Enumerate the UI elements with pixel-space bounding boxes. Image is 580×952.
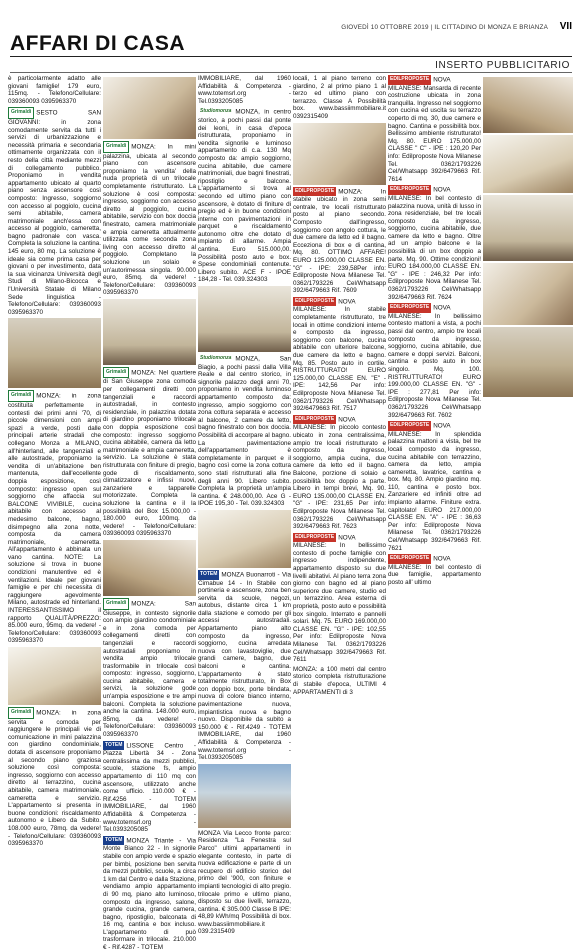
listing-text: Grimaldi MONZA: In mini palazzina, ubicata al secondo piano con ascensore proponiamo la vendita' della nuda proprietà di un trilocale completamente ristrutturato. La soluzione è così composta: ingresso, soggiorno con accesso diretto al poggiolo, cucina abitabile, servizio con box doccia finestrato, camera matrimoniale e ampia cameretta attualmente utilizzata come seconda zona living con accesso diretto al poggiolo. Completano la soluzione un solaio e un'autorimessa singola. 90.000 euro, 85mq. da vedere! - Telefono/Cellulare: 039360093 0395963370 — [103, 143, 196, 297]
listing-text: MONZA Via Lecco fronte parco: Residenza "La Fenestra sul Parco" ultimi appartamenti in elegante contesto, in parte di nuova edificazione e parte di un recupero di edificio storico del primo del '900, con finiture e impianti tecnologici di alto pregio. trilocale primo e ultimo piano, disposto su due livelli, terrazzo, cantina. € 305.000 Classe B IPE: 48,89 kWh/mq Possibilità di box. www.bassiimmobiliare.it 039.2315409 — [198, 829, 291, 936]
listing-photo — [293, 123, 386, 185]
listing-text: Grimaldi MONZA: in zona servita e comoda per raggiungere le principali vie di comunicazione in mini palazzina con giardino condominiale, dotata di ascensore proponiamo al secondo piano graziosa soluzione così composta: ingresso, soggiorno con accesso diretto al terrazzino, cucina abitabile, camera matrimoniale, cameretta e servizio. L'appartamento si presenta in buone condizioni: riscaldamento autonomo e Libero da Subito. 108.000 euro, 78mq. da vedere! - Telefono/Cellulare: 039360093 0395963370 — [8, 709, 101, 848]
listing-photo — [103, 77, 196, 139]
column-6 — [483, 75, 573, 820]
listing-text: TOTEM MONZA Buonarroti - Via Cimabue 14 - In Stabile con portineria e ascensore, zona ben servita da scuole, negozi, autobus, distante circa 1 km dalla stazione e comodo per gli accessi autostradali. Appartamento piano alto composto da ingresso, soggiorno, cucina arredata nuova con lavastoviglie, due grandi camere, bagno, due balconi e cantina. L'appartamento è stato totalmente ristrutturato, in Box con doppio box, porte blindata, nuova di colore bianco interno, pavimentazione nuova, impiantistica nuova e bagno nuovo. Disponibile da subito a 150.000 € - Rif.4249 - TOTEM IMMOBILIARE, dal 1960 Affidabilità & Competenza - www.totemsrl.org - Tel.0393205085 — [198, 570, 291, 762]
listing-photo — [103, 540, 196, 596]
section-rule — [10, 72, 572, 73]
listing-text: EDILPROPOSTE MONZA: In stabile ubicato in zona semi centrale, tre locali ristrutturato posto al piano secondo. Composto dall'ingresso, soggiorno con angolo cottura, le due camere da letto ed il bagno. Ecceziona di box e di cantina, Mq. 80. OTTIMO AFFARE! EURO 125.000,00 CLASSE EN. "G" - IPE: 239,58Per info: Edilproposte Nova Milanese Tel. 0362/1793226 Cel/Whatsapp 392/6479663 Rif. 7609 — [293, 187, 386, 295]
totem-logo: TOTEM — [103, 741, 124, 751]
listing-text: Studiomonza MONZA, San Biagio, a pochi passi dalla Villa Reale e dal centro storico, in signorile palazzo degli anni 70, proponiamo in vendita luminoso appartamento composto da: ingresso, ampio soggiorno con zona cottura separata e accesso al balcone, 2 camere da letto, bagno finestrato con box doccia. Possibilità di accorpare al bagno. La pavimentazione dell'appartamento è completamente in parquet e il bagno così come la zona cottura sono stati ristrutturati alla fine degli anni 90. Libero subito. Completa la proprietà un'ampia cantina. € 248.000,00. Ace G - IPOE 195,30 - Tel. 039.324303 — [198, 355, 291, 508]
listings-grid — [8, 75, 574, 952]
listing-text: Grimaldi MONZA: Nel quartiere di San Giuseppe zona comoda per collegamenti diretti con tangenziali e raccordi autostradali, in contesto residenziale, in palazzina dotata di giardino proponiamo trilocale con doppia esposizione così composto: ingresso soggiorno cucina abitabile, camera da letto matrimoniale e ampia cameretta, servizio. La soluzione è stata ristrutturata con finiture di pregio, gode di riscaldamento, climatizzatore e infissi nuovi, zanzariere e tapparelle motorizzate. Completa la soluzione la cantina e il la possibilità del Box 15.000,00 - 180.000 euro, 100mq. da vedere! - Telefono/Cellulare: 039360093 0395963370 — [103, 368, 196, 538]
grimaldi-logo: Grimaldi — [8, 390, 34, 402]
column-1 — [8, 75, 101, 848]
listing-photo — [8, 318, 101, 388]
listing-text: MONZA: a 100 metri dal centro storico completa ristrutturazione di stabile d'epoca, ULTIMI 4 APPARTAMENTI di 3 — [293, 665, 386, 696]
listing-photo — [8, 647, 101, 705]
section-label: INSERTO PUBBLICITARIO — [435, 60, 570, 71]
column-3 — [198, 75, 291, 936]
listing-text: EDILPROPOSTE NOVA MILANESE: In bel contesto di palazzina nuova, unità di lusso in zona residenziale, bel tre locali composto da ingresso, soggiorno, cucina abitabile, due camere da letto e bagno. Oltre ad un ampio balcone e la possibilità di un box doppio a parte. Mq. 90. Ottime condizioni! EURO 184.000,00 CLASSE EN. "G" - IPE : 246,32 Per info: Edilproposte Nova Milanese Tel. 0362/1793226 Cel/Whatsapp 392/6479663 Rif. 7624 — [388, 186, 481, 301]
listing-text: EDILPROPOSTE NOVA MILANESE: In piccolo contesto ubicato in zona centralissima, ampio tre locali ristrutturato e composto da ingresso, soggiorno, ampia cucina, due camere da letto ed il bagno. Balcone, porzione di solaio e possibilità box doppio a parte. Libero in tempi brevi, Mq. 90. EURO 135.000,00 CLASSE EN. "G" - IPE: 231,65 Per info: Edilproposte Nova Milanese Tel. 0362/1793226 Cel/Whatsapp 392/6479663 Rif. 7623 — [293, 415, 386, 531]
listing-photo — [198, 764, 291, 828]
listing-text: EDILPROPOSTE NOVA MILANESE: In splendida palazzina mattoni a vista, bel tre locali composto da ingresso, cucina abitabile con terrazzino, camera da letto, ampia cameretta, lavatrice, cantina e box. Mq. 80. Ampio giardino mq. 110, cantina e posto box. Zanzariere ed infiniti oltre ad impianto allarme. Finiture extra. capitolato! EURO 217.000,00 CLASSE EN. "A" - IPE : 36,63 Per info: Edilproposte Nova Milanese Tel. 0362/1793226 Cel/Whatsapp 392/6479663 Rif. 7621 — [388, 422, 481, 552]
edilproposte-logo: EDILPROPOSTE — [293, 187, 336, 197]
listing-text: TOTEM MONZA Triante - Via Monte Bianco 22 - In signorile stabile con ampio verde e spazio per bimbi, posizione ben servita da mezzi pubblici, scuole, a circa 1 km dal Centro e dalla Stazione, vendiamo ampio appartamento di 90 mq, piano alto luminoso, composto da ingresso, salone, grande cucina, grande camera, bagno, ripostiglio, balconata di 16 mq, cantina e box incluso. L'appartamento di può trasformare in trilocale. 210.000 € - Rif.4287 - TOTEM — [103, 836, 196, 952]
grimaldi-logo: Grimaldi — [103, 141, 129, 153]
listing-text: TOTEM LISSONE Centro - Piazza Libertà 34 - Zona centralissima da mezzi pubblici, scuole, stazione fs, ampio appartamento di 110 mq con ascensore, utilizzato anche come ufficio. 110.000 € - Rif.4256 - TOTEM IMMOBILIARE, dal 1960 Affidabilità & Competenza - www.totemsrl.org - Tel.0393205085 — [103, 741, 196, 834]
listing-photo — [483, 77, 573, 133]
edilproposte-logo: EDILPROPOSTE — [388, 303, 431, 313]
edilproposte-logo: EDILPROPOSTE — [388, 75, 431, 85]
listing-text: EDILPROPOSTE NOVA MILANESE: In bel contesto di due famiglie, appartamento posto all' ultimo — [388, 555, 481, 586]
listing-text: EDILPROPOSTE NOVA MILANESE: In bellissimo contesto mattoni a vista, a pochi passi dal centro, ampio tre locali composto da ingresso, soggiorno, cucina abitabile, due camere e doppi servizi. Balconi, cantina e posto auto in box singolo. Mq. 100. RISTRUTTURATO! EURO 199.000,00 CLASSE EN. "G" - IPE : 277,81 Per info: Edilproposte Nova Milanese Tel. 0362/1793226 Cel/Whatsapp 392/6479663 Rif. 7602 — [388, 304, 481, 419]
totem-logo: TOTEM — [103, 836, 124, 846]
edilproposte-logo: EDILPROPOSTE — [293, 533, 336, 543]
grimaldi-logo: Grimaldi — [8, 107, 34, 119]
page-header — [0, 0, 580, 71]
edilproposte-logo: EDILPROPOSTE — [388, 185, 431, 195]
totem-logo: TOTEM — [198, 570, 219, 580]
listing-text: Grimaldi MONZA: San Giuseppe, in contesto signorile con ampio giardino condominiale e in zona comoda per collegamenti diretti con tangenziali e raccordi autostradali proponiamo in vendita ampio trilocale trasformabile in trilocale così composto: ingresso, soggiorno, cucina abitabile, camera e servizi, la soluzione gode un'ampia esposizione e tre ampi balconi. Completa la soluzione anche la cantina. 148.000 euro, 85mq. da vedere! - Telefono/Cellulare: 039360093 0395963370 — [103, 599, 196, 739]
studiomonza-logo: Studiomonza — [200, 108, 232, 115]
grimaldi-logo: Grimaldi — [103, 598, 129, 610]
edilproposte-logo: EDILPROPOSTE — [388, 421, 431, 431]
column-4 — [293, 75, 386, 820]
column-2 — [103, 75, 196, 952]
listing-photo — [483, 327, 573, 397]
listing-text: EDILPROPOSTE NOVA MILANESE: In stabile completamente ristrutturato, tre locali in ottime condizioni interne e composto da ingresso, soggiorno con balcone, cucina abitabile con ulteriore balcone, due camere da letto e bagno. Mq. 85. Posto auto in cortile. RISTRUTTURATO! EURO 125.000,00 CLASSE EN. "E" - IPE: 142,56 Per info: Edilproposte Nova Milanese Tel. 0362/1793226 Cel/Whatsapp 392/6479663 Rif. 7517 — [293, 297, 386, 413]
page-title: AFFARI DI CASA — [10, 32, 185, 55]
edilproposte-logo: EDILPROPOSTE — [293, 415, 336, 425]
listing-text: Studiomonza MONZA, in centro storico, a pochi passi dal ponte dei leoni, in casa d'epoca ristrutturata, proponiamo in vendita signorile e luminoso appartamento di c.a. 130 Mq composto da: ampio soggiorno, cucina abitabile, due camere matrimoniali, due bagni finestrati, ripostiglio e balcone. L'appartamento si trova al secondo ed ultimo piano con ascensore, è dotato di finiture di pregio ed è in buone condizioni interne con pavimentazioni in parquet e riscaldamento autonomo oltre che dotato di impianto di allarme. Ampia cantina. Euro 515.000,00. Possibilità posto auto e box. Spese condominiali contenute. Libero subito. ACE F - IPOE 184,28 - Tel. 039.324303 — [198, 108, 291, 284]
listing-text: EDILPROPOSTE NOVA MILANESE: Mansarda di recente costruzione ubicata in zona tranquilla. Ingresso nel soggiorno con cucina ed uscita su terrazzo coperto di mq. 30, due camere e bagno. Cantina e possibilità box. Bellissimo ambiente ristrutturato! Mq. 80. EURO 175.000,00 CLASSE " C" - IPE : 120,20 Per info: Edilproposte Nova Milanese Tel. 0362/1793226 Cel/Whatsapp 392/6479663 Rif. 7614 — [388, 76, 481, 183]
listing-photo — [483, 195, 573, 261]
listing-photo — [198, 286, 291, 352]
studiomonza-logo: Studiomonza — [200, 355, 232, 362]
dateline: GIOVEDÌ 10 OTTOBRE 2019 | IL CITTADINO DI MONZA E BRIANZA — [341, 24, 548, 31]
grimaldi-logo: Grimaldi — [103, 367, 129, 379]
listing-text: Grimaldi MONZA: in zona costituita perfettamente in contesti dei primi anni '70, di piccole dimensioni con ampi spazi a verde, posti dalle principali arterie stradali che collegano Monza a MILANO, all'hinterland, alle tangenziali e alle autostrade, proponiamo la vendita di un'abitazione ben mantenuta, dall'eccellente doppia esposizione, così composto: ingresso open sul soggiorno che affaccia sul BALCONE VIVIBILE, cucina abitabile con accesso al medesimo balcone, bagno, disimpegno alla zona notte, composta da camera matrimoniale, cameretta. All'appartamento è abbinata un vano cantina. NOTE: La soluzione si trova in buone condizioni manutentive ed è ventilazioni. Ideale per giovani famiglie e per chi necessita di raggiungere agevolmente Milano, autostrade ed hinterland. INTERESSANTISSIMO il rapporto QUALITÀ/PREZZO: 85.000 euro, 95mq. da vedere! - Telefono/Cellulare: 039360093 0395963370 — [8, 392, 101, 645]
listing-text: è particolarmente adatto alle giovani famiglie! 179 euro, 115mq. - Telefono/Cellulare: 039360093 0395963370 — [8, 75, 101, 105]
listing-photo — [103, 299, 196, 365]
listing-text: IMMOBILIARE, dal 1960 Affidabilità & Competenza - www.totemsrl.org - Tel.0393205085 — [198, 75, 291, 105]
edilproposte-logo: EDILPROPOSTE — [388, 554, 431, 564]
header-rule — [10, 56, 572, 57]
listing-text: locali, 1 al piano terreno con giardino, 2 al primo piano 1 al terzo ed ultimo piano con terrazzo. Classe A Possibilità box. www.bassiimmobiliare.it 0392315409 — [293, 75, 386, 120]
listing-photo — [483, 263, 573, 325]
column-5 — [388, 75, 481, 820]
listing-photo — [198, 510, 291, 568]
listing-photo — [483, 135, 573, 193]
listing-text: Grimaldi SESTO SAN GIOVANNI: in zona comodamente servita da tutti i servizi di urbanizzazione e necessità primaria e secondaria ottimamente organizzata con il resto della città mediante mezzi di collegamento pubblico. Proponiamo in vendita appartamento ubicato al quarto piano senza ascensore così composto: Ingresso, soggiorno con accesso al poggiolo, cucina semi abitabile, camera matrimoniale anch'essa con accesso al poggiolo, cameretta, bagno padronale con vasca. Completa la soluzione la cantina. 145 euro, 80 mq. La soluzione è ideale sia come prima casa per giovani o per investimento, data la sua vicinanza Università degli Studi di Milano-Bicocca e l'Università Statale di Milano Sede linguistica - Telefono/Cellulare: 039360093 0395963370 — [8, 109, 101, 316]
listing-text: EDILPROPOSTE NOVA MILANESE: In bellissimo contesto di poche famiglie con ingresso indipendente, appartamento disposto su due livelli abitativi. Al piano terra zona giorno con bagno ed al piano superiore due camere, studio ed un terrazzino. Area esterna di proprietà, posto auto e possibilità box singolo. Interrato e pannelli solari. Mq. 75. EURO 169.000,00 CLASSE EN. "G" - IPE: 102,55 Per info: Edilproposte Nova Milanese Tel. 0362/1793226 Cel/Whatsapp 392/6479663 Rif. 7611 — [293, 533, 386, 664]
grimaldi-logo: Grimaldi — [8, 707, 34, 719]
page-number: VII — [559, 21, 572, 32]
edilproposte-logo: EDILPROPOSTE — [293, 297, 336, 307]
